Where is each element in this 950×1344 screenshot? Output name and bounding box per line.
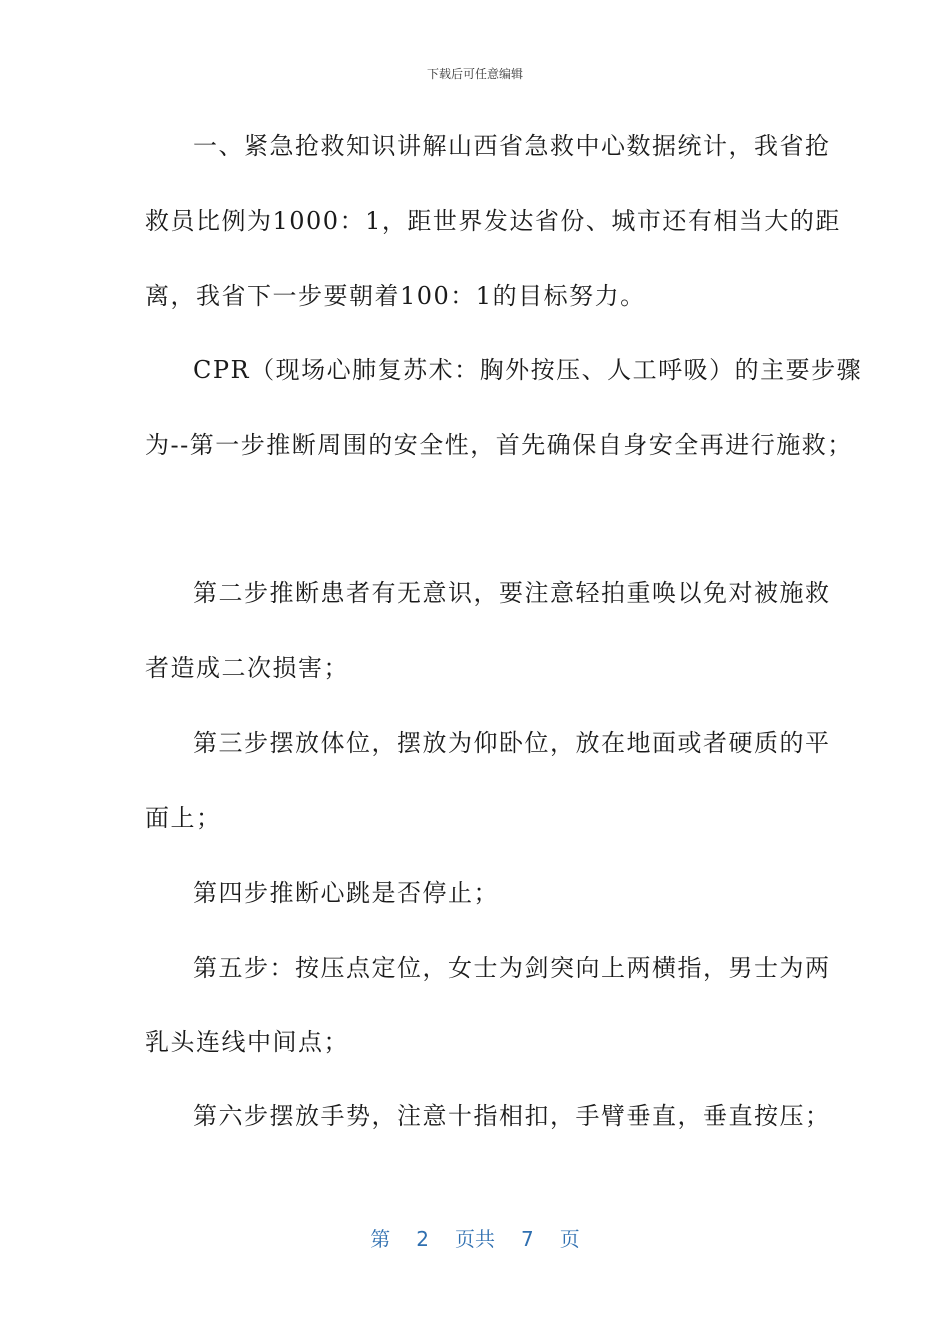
body-line: 者造成二次损害； <box>145 654 349 682</box>
body-line: 第二步推断患者有无意识，要注意轻拍重唤以免对被施救 <box>193 579 831 607</box>
body-line: 面上； <box>145 804 222 832</box>
footer-current-page: 2 <box>416 1227 429 1251</box>
footer-suffix: 页 <box>559 1227 580 1251</box>
body-line: 第四步推断心跳是否停止； <box>193 879 499 907</box>
page-footer <box>0 1226 950 1252</box>
body-line: 第六步摆放手势，注意十指相扣，手臂垂直，垂直按压； <box>193 1102 831 1130</box>
body-line: 第五步：按压点定位，女士为剑突向上两横指，男士为两 <box>193 954 831 982</box>
footer-total-pages: 7 <box>521 1227 534 1251</box>
body-line: 第三步摆放体位，摆放为仰卧位，放在地面或者硬质的平 <box>193 729 831 757</box>
body-line: 离，我省下一步要朝着100：1的目标努力。 <box>145 282 646 310</box>
footer-prefix: 第 <box>370 1227 391 1251</box>
body-line: 一、紧急抢救知识讲解山西省急救中心数据统计，我省抢 <box>193 132 831 160</box>
body-line: 乳头连线中间点； <box>145 1028 349 1056</box>
page-header-note: 下载后可任意编辑 <box>426 67 523 81</box>
body-line: CPR（现场心肺复苏术：胸外按压、人工呼吸）的主要步骤 <box>193 356 863 384</box>
body-line: 为--第一步推断周围的安全性，首先确保自身安全再进行施救； <box>145 431 853 459</box>
footer-middle: 页共 <box>455 1227 495 1251</box>
body-line: 救员比例为1000：1，距世界发达省份、城市还有相当大的距 <box>145 207 841 235</box>
